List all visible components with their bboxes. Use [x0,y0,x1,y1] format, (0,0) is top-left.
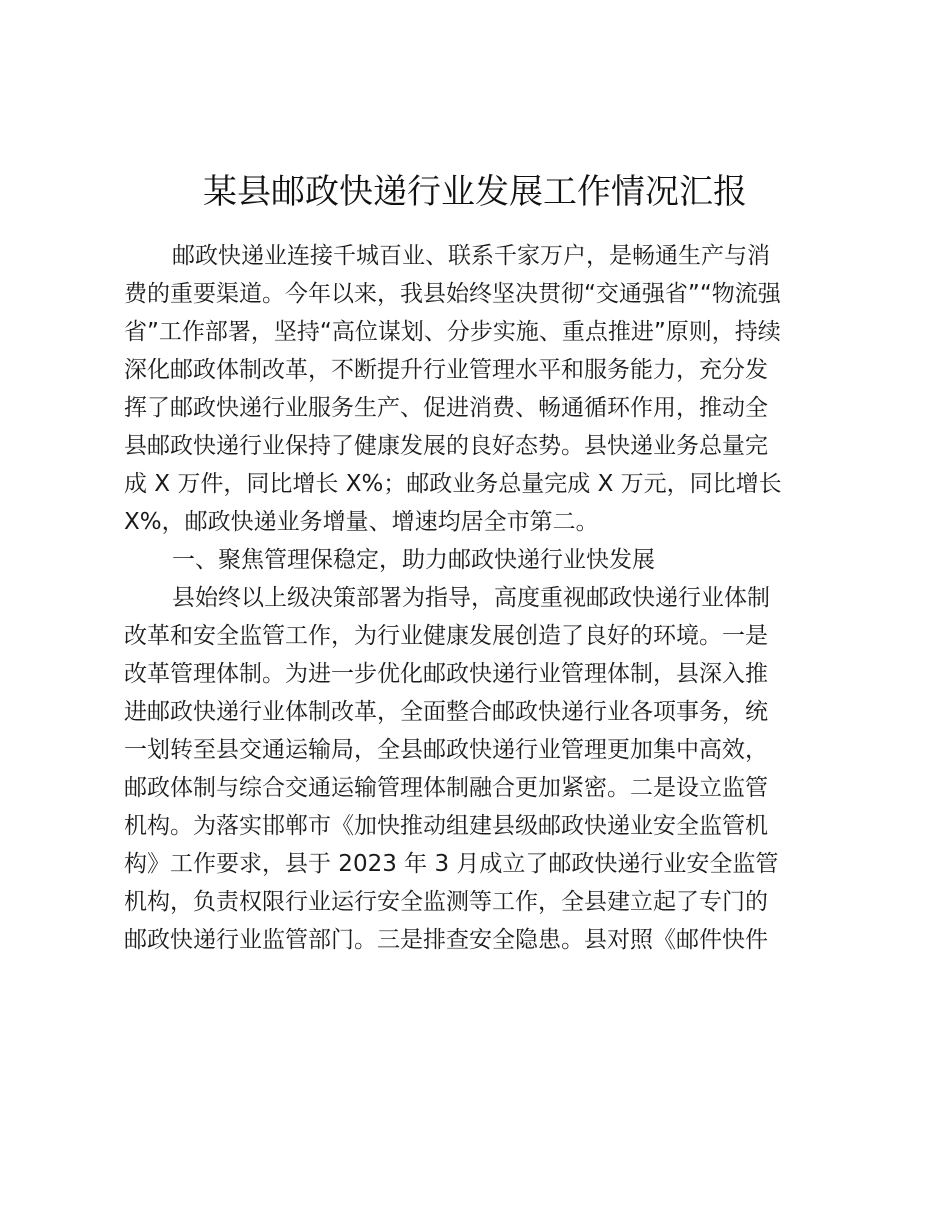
text-line: 成 X 万件，同比增长 X%；邮政业务总量完成 X 万元，同比增长 [124,471,782,497]
text-line: 费的重要渠道。今年以来，我县始终坚决贯彻“交通强省”“物流强 [124,281,781,307]
text-line: 构》工作要求，县于 2023 年 3 月成立了邮政快递行业安全监管 [124,851,779,877]
text-line: 县始终以上级决策部署为指导，高度重视邮政快递行业体制 [172,585,770,611]
text-line: 省”工作部署，坚持“高位谋划、分步实施、重点推进”原则，持续 [124,319,781,345]
text-line: 深化邮政体制改革，不断提升行业管理水平和服务能力，充分发 [124,357,768,383]
text-line: 邮政快递行业监管部门。三是排查安全隐患。县对照《邮件快件 [124,927,768,953]
text-line: 改革和安全监管工作，为行业健康发展创造了良好的环境。一是 [124,623,768,649]
text-line: 邮政快递业连接千城百业、联系千家万户，是畅通生产与消 [172,243,770,269]
text-line: 县邮政快递行业保持了健康发展的良好态势。县快递业务总量完 [124,433,768,459]
text-line: 改革管理体制。为进一步优化邮政快递行业管理体制，县深入推 [124,661,768,687]
text-line: 进邮政快递行业体制改革，全面整合邮政快递行业各项事务，统 [124,699,768,725]
text-line: 一划转至县交通运输局，全县邮政快递行业管理更加集中高效， [124,737,768,763]
text-line: 挥了邮政快递行业服务生产、促进消费、畅通循环作用，推动全 [124,395,768,421]
document-body [124,237,836,959]
document-title: 某县邮政快递行业发展工作情况汇报 [203,172,747,212]
text-line: 邮政体制与综合交通运输管理体制融合更加紧密。二是设立监管 [124,775,768,801]
text-line: X%，邮政快递业务增量、增速均居全市第二。 [124,509,599,535]
text-line: 机构。为落实邯郸市《加快推动组建县级邮政快递业安全监管机 [124,813,768,839]
text-line: 机构，负责权限行业运行安全监测等工作，全县建立起了专门的 [124,889,768,915]
section-heading: 一、聚焦管理保稳定，助力邮政快递行业快发展 [172,547,655,573]
